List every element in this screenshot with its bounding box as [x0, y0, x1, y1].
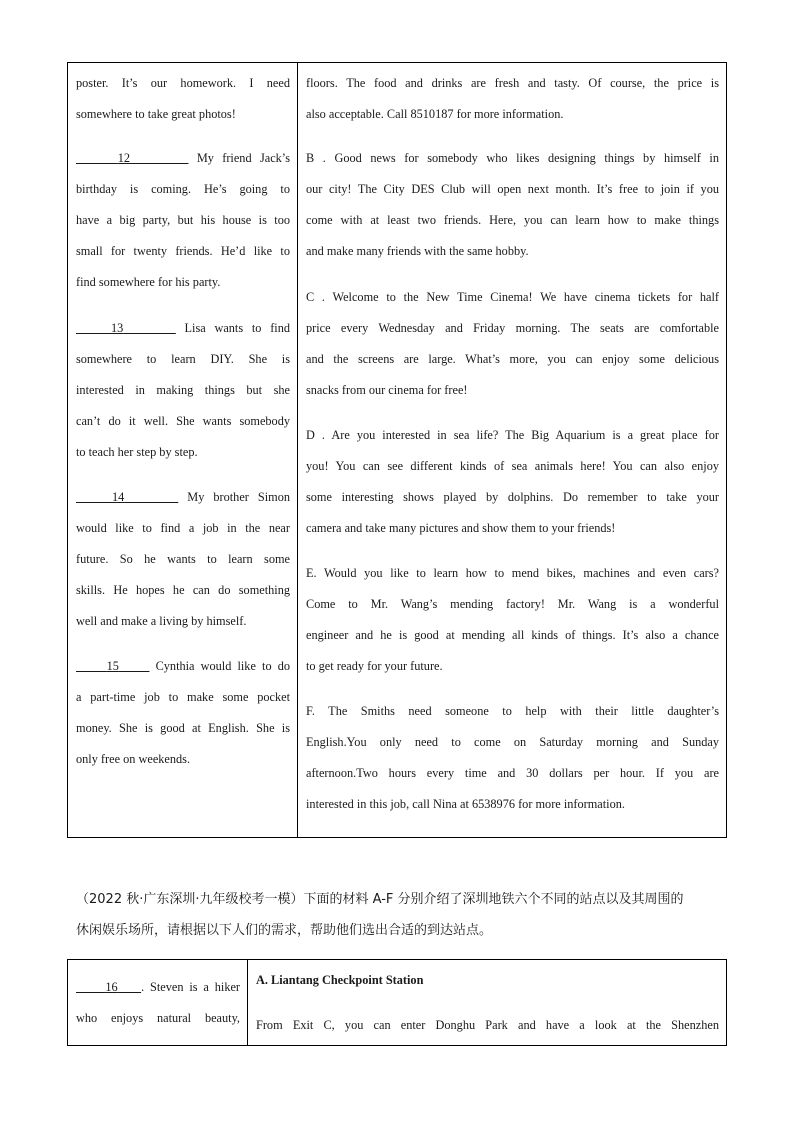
text-line: to teach her step by step.: [76, 445, 198, 459]
text-line: have a big party, but his house is too: [76, 213, 290, 227]
text-line: D . Are you interested in sea life? The Big Aquarium is a great place for: [306, 428, 719, 442]
option-f: [306, 696, 719, 820]
text-line: who enjoys natural beauty,: [76, 1011, 240, 1025]
station-a: [256, 965, 719, 1041]
option-a-fragment: [306, 68, 719, 130]
text-line: F. The Smiths need someone to help with their little daughter’s: [306, 704, 719, 718]
text-line: birthday is coming. He’s going to: [76, 182, 290, 196]
text-line: price every Wednesday and Friday morning. The seats are comfortable: [306, 321, 719, 335]
text-line: well and make a living by himself.: [76, 614, 247, 628]
text-line: Cynthia would like to do: [149, 659, 291, 673]
matching-table: [67, 62, 727, 838]
option-c: [306, 282, 719, 406]
text-line: My friend Jack’s: [188, 151, 291, 165]
text-line: B . Good news for somebody who likes designing things by himself in: [306, 151, 719, 165]
answer-blank-15[interactable]: 15: [106, 659, 119, 673]
option-d: [306, 420, 719, 544]
text-line: C . Welcome to the New Time Cinema! We have cinema tickets for half: [306, 290, 719, 304]
text-line: and make many friends with the same hobby.: [306, 244, 529, 258]
question-14: [76, 482, 290, 637]
text-line: our city! The City DES Club will open next month. It’s free to join if you: [306, 182, 719, 196]
question-15: [76, 651, 290, 775]
text-line: floors. The food and drinks are fresh and tasty. Of course, the price is: [306, 76, 719, 90]
text-line: Lisa wants to find: [175, 321, 291, 335]
text-line: interested in this job, call Nina at 6538976 for more information.: [306, 797, 625, 811]
instruction-line: 休闲娱乐场所，请根据以下人们的需求，帮助他们选出合适的到达站点。: [76, 923, 493, 938]
text-line: would like to find a job in the near: [76, 521, 290, 535]
column-divider: [247, 960, 248, 1045]
text-line: poster. It’s our homework. I need: [76, 76, 290, 90]
column-divider: [297, 63, 298, 837]
answer-blank-14[interactable]: 14: [112, 490, 125, 504]
text-line: money. She is good at English. She is: [76, 721, 290, 735]
text-line: snacks from our cinema for free!: [306, 383, 468, 397]
text-line: From Exit C, you can enter Donghu Park and have a look at the Shenzhen: [256, 1018, 719, 1032]
text-line: only free on weekends.: [76, 752, 191, 766]
text-line: somewhere to learn DIY. She is: [76, 352, 290, 366]
answer-blank-16[interactable]: 16: [105, 980, 118, 994]
left-text-fragment: [76, 68, 290, 130]
text-line: and the screens are large. What’s more, you can enjoy some delicious: [306, 352, 719, 366]
text-line: camera and take many pictures and show them to your friends!: [306, 521, 616, 535]
text-line: somewhere to take great photos!: [76, 107, 236, 121]
text-line: can’t do it well. She wants somebody: [76, 414, 290, 428]
text-line: find somewhere for his party.: [76, 275, 221, 289]
text-line: My brother Simon: [178, 490, 291, 504]
text-line: afternoon.Two hours every time and 30 dollars per hour. If you are: [306, 766, 719, 780]
text-line: E. Would you like to learn how to mend bikes, machines and even cars?: [306, 566, 719, 580]
question-13: [76, 313, 290, 468]
text-line: Come to Mr. Wang’s mending factory! Mr. Wang is a wonderful: [306, 597, 719, 611]
station-table: [67, 959, 727, 1046]
text-line: engineer and he is good at mending all kinds of things. It’s also a chance: [306, 628, 719, 642]
section-instructions: [76, 884, 726, 946]
option-b: [306, 143, 719, 267]
station-a-heading: A. Liantang Checkpoint Station: [256, 973, 424, 987]
text-line: to get ready for your future.: [306, 659, 443, 673]
option-e: [306, 558, 719, 682]
text-line: also acceptable. Call 8510187 for more information.: [306, 107, 564, 121]
text-line: English.You only need to come on Saturday morning and Sunday: [306, 735, 719, 749]
text-line: skills. He hopes he can do something: [76, 583, 290, 597]
text-line: some interesting shows played by dolphins. Do remember to take your: [306, 490, 719, 504]
text-line: a part-time job to make some pocket: [76, 690, 290, 704]
instruction-line: （2022 秋·广东深圳·九年级校考一模）下面的材料 A-F 分别介绍了深圳地铁六个不同的站点以及其周围的: [76, 892, 684, 907]
text-line: small for twenty friends. He’d like to: [76, 244, 290, 258]
text-line: come with at least two friends. Here, you can learn how to make things: [306, 213, 719, 227]
text-line: interested in making things but she: [76, 383, 290, 397]
text-line: you! You can see different kinds of sea animals here! You can also enjoy: [306, 459, 719, 473]
answer-blank-13[interactable]: 13: [111, 321, 124, 335]
answer-blank-12[interactable]: 12: [117, 151, 131, 165]
text-line: future. So he wants to learn some: [76, 552, 290, 566]
text-line: . Steven is a hiker: [141, 980, 241, 994]
question-16: [76, 972, 240, 1034]
question-12: [76, 143, 290, 298]
